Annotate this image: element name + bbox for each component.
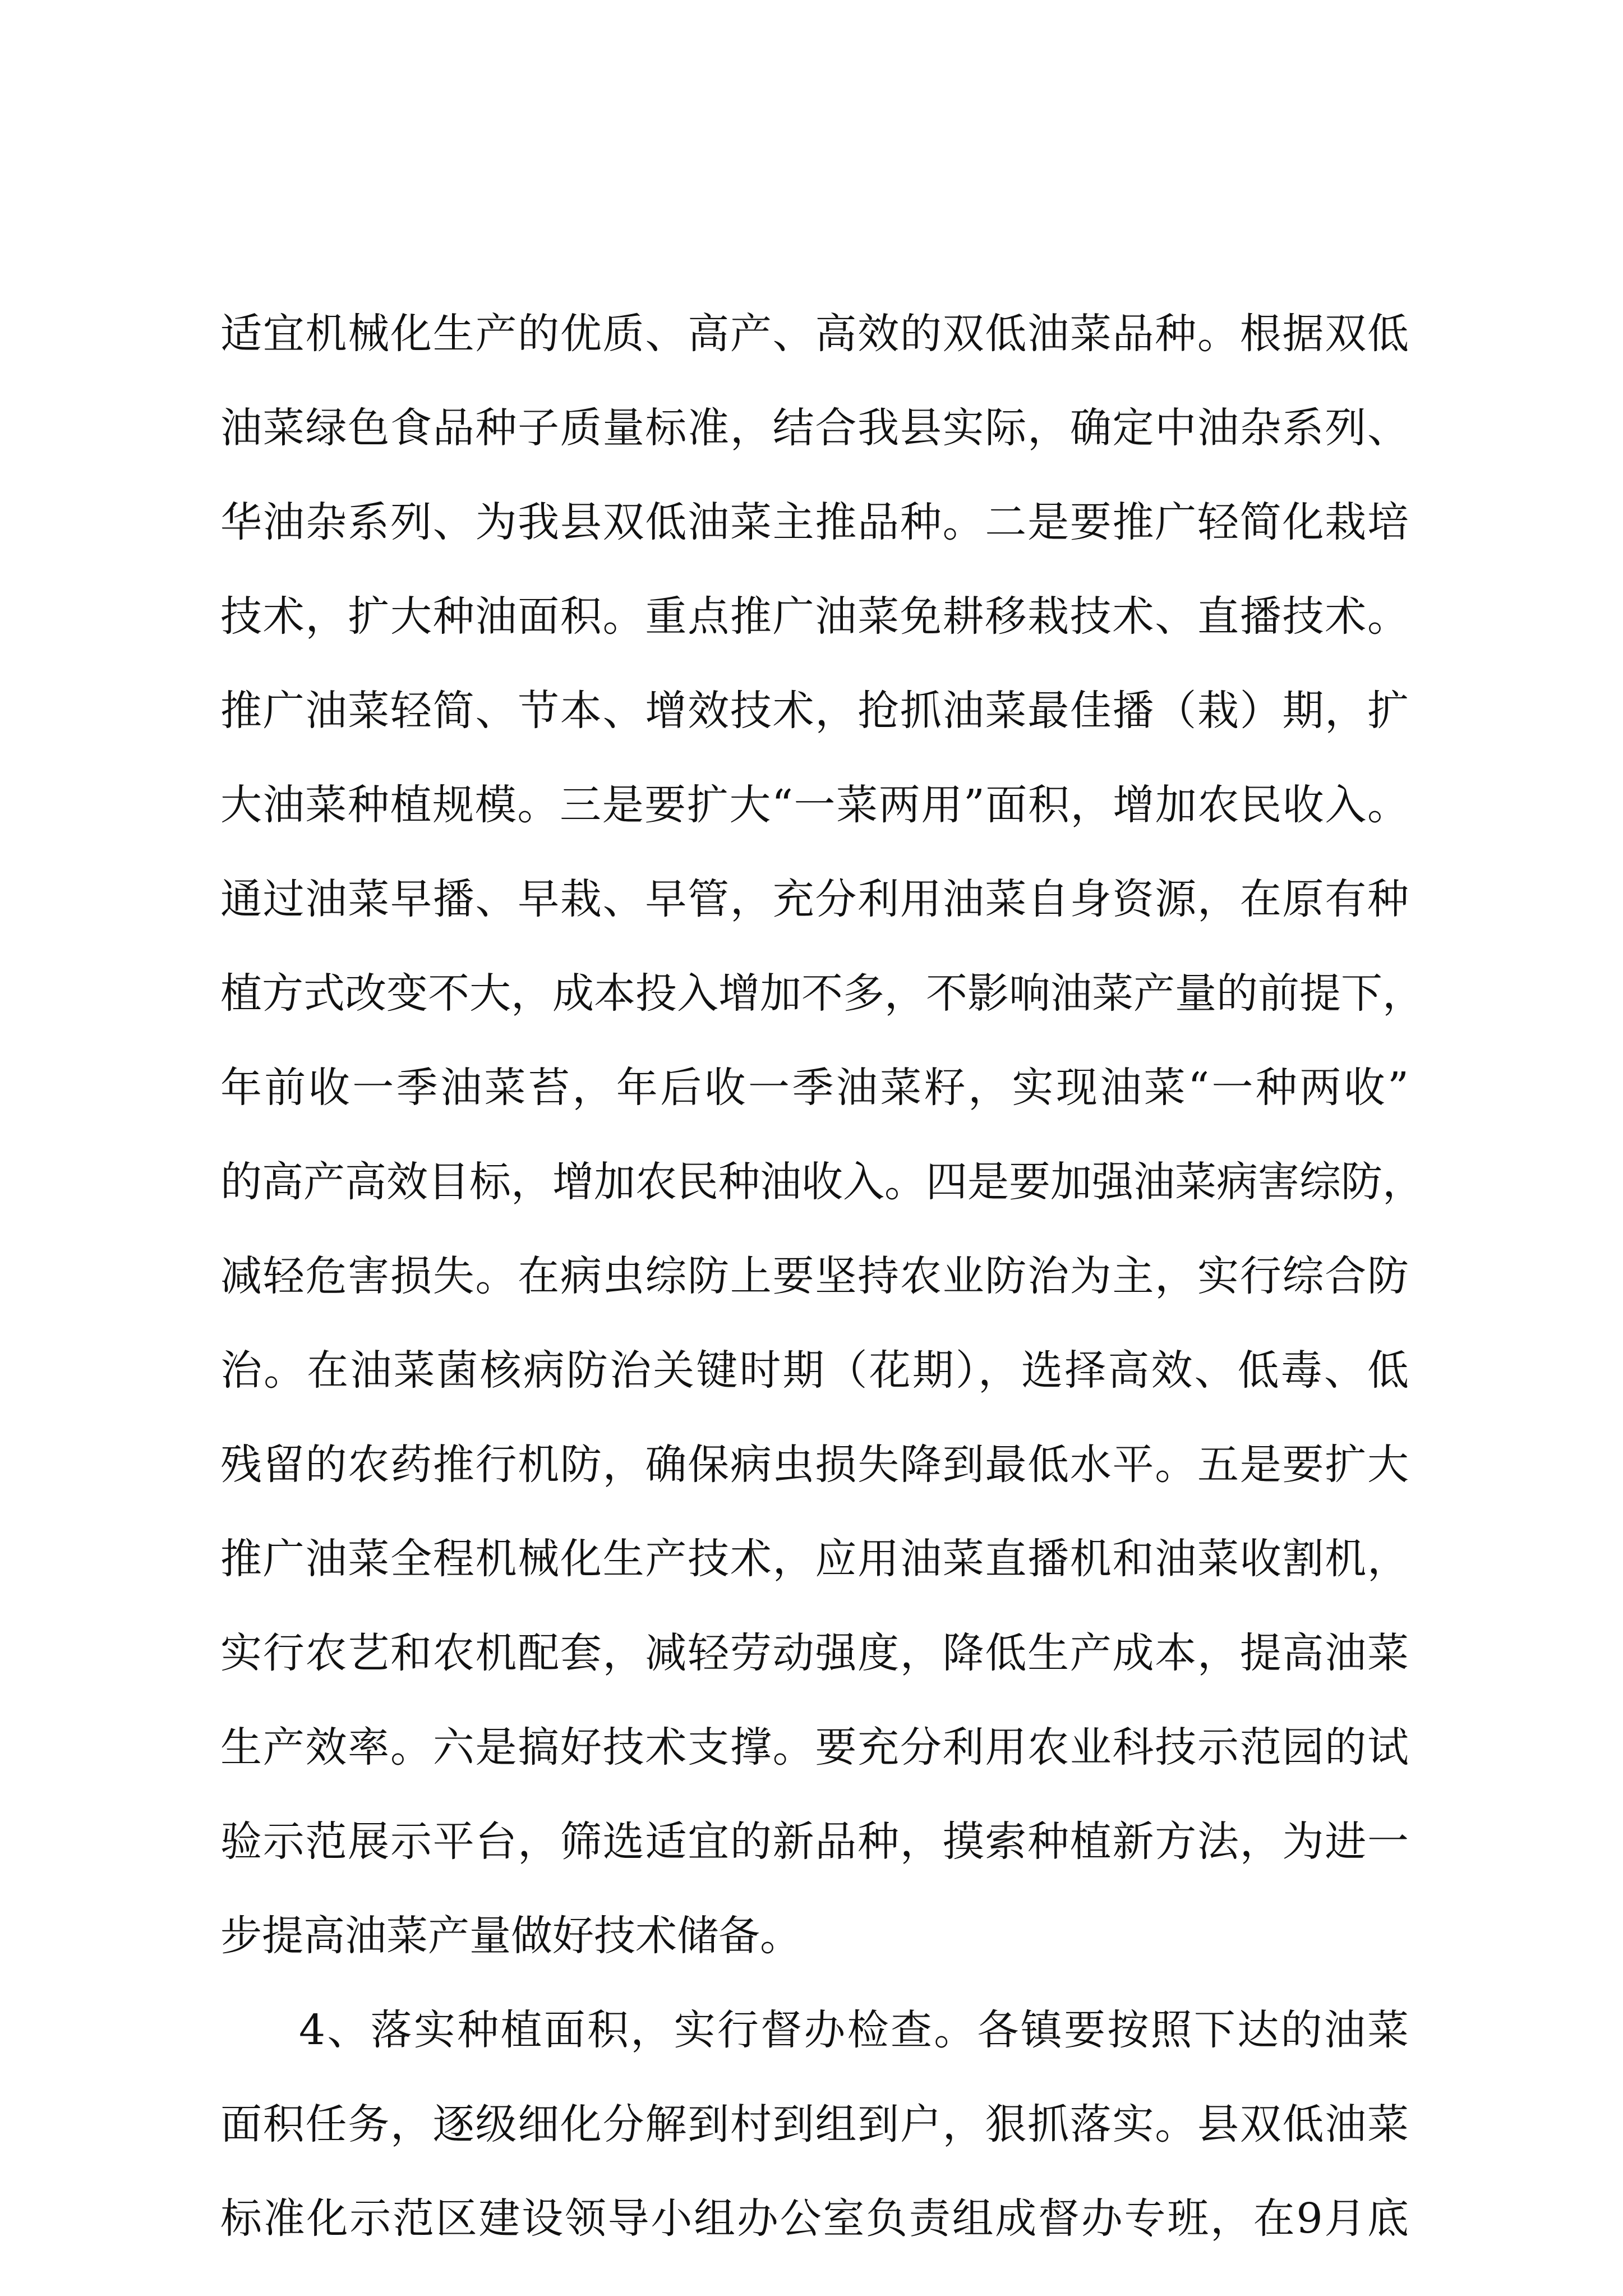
text-line: 华油杂系列、为我县双低油菜主推品种。二是要推广轻简化栽培 (220, 498, 1409, 546)
text-line: 推广油菜轻简、节本、增效技术，抢抓油菜最佳播（栽）期，扩 (220, 687, 1409, 735)
text-line: 植方式改变不大，成本投入增加不多，不影响油菜产量的前提下， (220, 969, 1424, 1018)
text-line: 验示范展示平台，筛选适宜的新品种，摸索种植新方法，为进一 (220, 1818, 1409, 1866)
text-line: 推广油菜全程机械化生产技术，应用油菜直播机和油菜收割机， (220, 1535, 1409, 1583)
text-line: 残留的农药推行机防，确保病虫损失降到最低水平。五是要扩大 (220, 1441, 1409, 1489)
text-line: 减轻危害损失。在病虫综防上要坚持农业防治为主，实行综合防 (220, 1252, 1409, 1300)
text-line: 油菜绿色食品种子质量标准，结合我县实际，确定中油杂系列、 (220, 404, 1409, 452)
text-line: 适宜机械化生产的优质、高产、高效的双低油菜品种。根据双低 (220, 310, 1409, 358)
text-line: 4、落实种植面积，实行督办检查。各镇要按照下达的油菜 (299, 2006, 1409, 2054)
text-line: 标准化示范区建设领导小组办公室负责组成督办专班，在9月底 (220, 2194, 1409, 2243)
text-line: 年前收一季油菜苔，年后收一季油菜籽，实现油菜“一种两收” (220, 1064, 1409, 1112)
text-line: 面积任务，逐级细化分解到村到组到户，狠抓落实。县双低油菜 (220, 2100, 1409, 2148)
text-line: 大油菜种植规模。三是要扩大“一菜两用”面积，增加农民收入。 (220, 781, 1409, 829)
text-line: 技术，扩大种油面积。重点推广油菜免耕移栽技术、直播技术。 (220, 592, 1409, 641)
text-line: 生产效率。六是搞好技术支撑。要充分利用农业科技示范园的试 (220, 1723, 1409, 1772)
text-line: 实行农艺和农机配套，减轻劳动强度，降低生产成本，提高油菜 (220, 1629, 1409, 1677)
text-line: 治。在油菜菌核病防治关键时期（花期），选择高效、低毒、低 (220, 1346, 1409, 1395)
text-line: 通过油菜早播、早栽、早管，充分利用油菜自身资源，在原有种 (220, 875, 1409, 923)
text-line: 步提高油菜产量做好技术储备。 (220, 1912, 801, 1960)
text-line: 的高产高效目标，增加农民种油收入。四是要加强油菜病害综防， (220, 1158, 1424, 1206)
